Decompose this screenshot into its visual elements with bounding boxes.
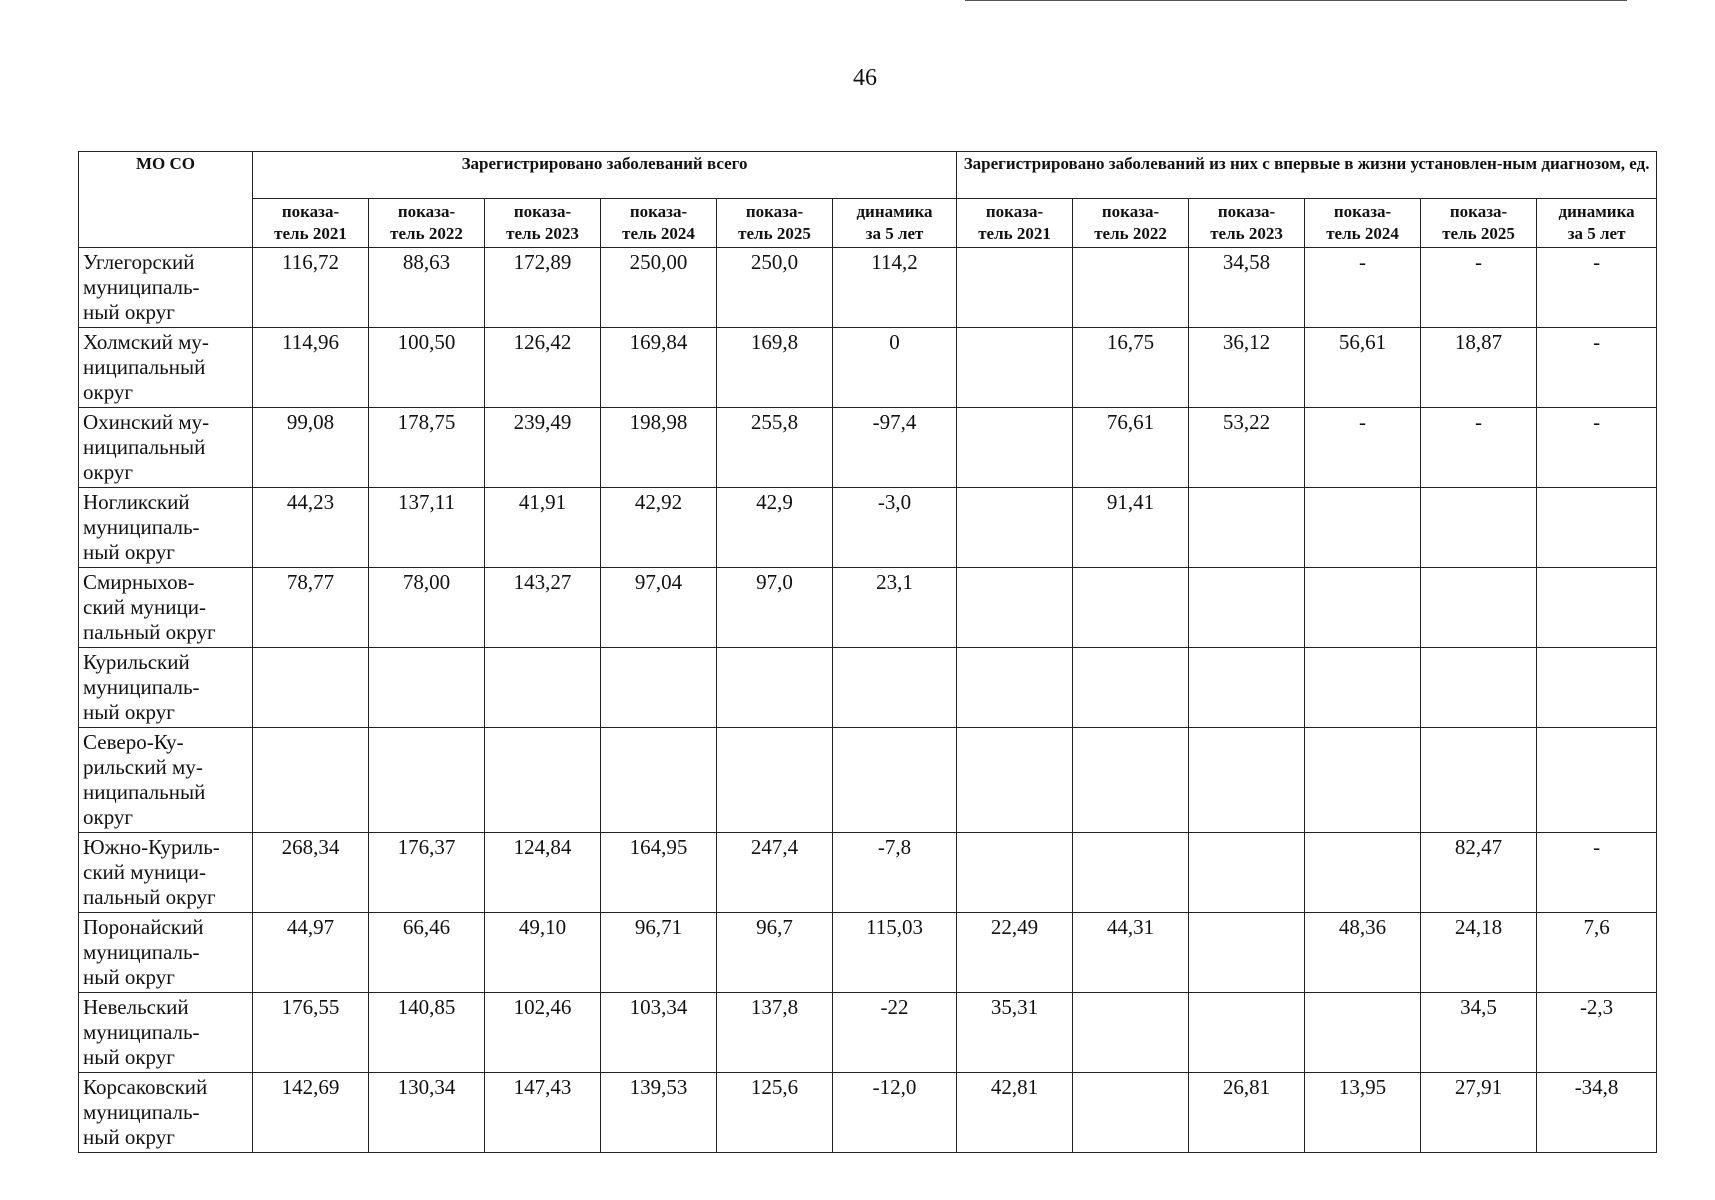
- municipality-name: [79, 568, 253, 648]
- table-cell: [957, 648, 1073, 728]
- municipality-name: [79, 408, 253, 488]
- table-cell: -: [1421, 248, 1537, 328]
- table-cell: [1537, 648, 1657, 728]
- table-cell: [1305, 728, 1421, 833]
- municipality-name: [79, 993, 253, 1073]
- table-cell: [1189, 913, 1305, 993]
- table-cell: [1189, 993, 1305, 1073]
- table-cell: [253, 728, 369, 833]
- table-cell: 126,42: [485, 328, 601, 408]
- column-header: [1537, 199, 1657, 248]
- table-cell: [485, 648, 601, 728]
- table-cell: [833, 648, 957, 728]
- table-cell: [1073, 648, 1189, 728]
- municipality-name-line: ниципальный: [83, 355, 206, 379]
- column-header-line: тель 2023: [506, 224, 579, 243]
- table-cell: 176,55: [253, 993, 369, 1073]
- table-cell: 24,18: [1421, 913, 1537, 993]
- municipality-name-line: ский муници-: [83, 860, 206, 884]
- column-header-line: показа-: [629, 202, 688, 221]
- municipality-name-line: Курильский: [83, 650, 190, 674]
- table-cell: -12,0: [833, 1073, 957, 1153]
- column-header: [369, 199, 485, 248]
- table-cell: [1537, 568, 1657, 648]
- table-cell: 164,95: [601, 833, 717, 913]
- table-cell: 114,96: [253, 328, 369, 408]
- table-cell: -34,8: [1537, 1073, 1657, 1153]
- table-cell: [369, 728, 485, 833]
- table-cell: [1537, 488, 1657, 568]
- table-cell: [1305, 488, 1421, 568]
- table-cell: [957, 488, 1073, 568]
- table-cell: [1189, 488, 1305, 568]
- table-cell: [1305, 648, 1421, 728]
- table-cell: [1421, 568, 1537, 648]
- table-cell: [957, 833, 1073, 913]
- table-cell: 178,75: [369, 408, 485, 488]
- table-cell: [1421, 728, 1537, 833]
- table-cell: 176,37: [369, 833, 485, 913]
- table-header: [79, 152, 1657, 248]
- table-cell: [957, 328, 1073, 408]
- table-cell: 268,34: [253, 833, 369, 913]
- table-cell: 82,47: [1421, 833, 1537, 913]
- column-header-line: тель 2021: [978, 224, 1051, 243]
- table-cell: 44,23: [253, 488, 369, 568]
- table-cell: [1073, 568, 1189, 648]
- table-cell: 169,84: [601, 328, 717, 408]
- table-row: [79, 648, 1657, 728]
- table-cell: 198,98: [601, 408, 717, 488]
- table-cell: [1073, 833, 1189, 913]
- table-cell: 137,8: [717, 993, 833, 1073]
- column-header-line: показа-: [281, 202, 340, 221]
- corner-header: МО СО: [79, 152, 253, 248]
- table-cell: [601, 728, 717, 833]
- municipality-name-line: округ: [83, 380, 134, 404]
- table-cell: -7,8: [833, 833, 957, 913]
- table-cell: [957, 248, 1073, 328]
- municipality-name-line: пальный округ: [83, 885, 216, 909]
- municipality-name-line: Ногликский: [83, 490, 190, 514]
- municipality-name-line: ный округ: [83, 1045, 175, 1069]
- table-cell: 169,8: [717, 328, 833, 408]
- table-cell: [253, 648, 369, 728]
- column-header-line: тель 2022: [390, 224, 463, 243]
- column-header-line: за 5 лет: [865, 224, 924, 243]
- column-header: [1189, 199, 1305, 248]
- table-cell: 96,71: [601, 913, 717, 993]
- column-header: [957, 199, 1073, 248]
- table-cell: [833, 728, 957, 833]
- table-cell: 139,53: [601, 1073, 717, 1153]
- table-cell: -: [1537, 408, 1657, 488]
- municipality-name-line: ный округ: [83, 540, 175, 564]
- table-body: [79, 248, 1657, 1153]
- table-cell: 49,10: [485, 913, 601, 993]
- table-cell: 13,95: [1305, 1073, 1421, 1153]
- table-row: [79, 833, 1657, 913]
- table-cell: 97,04: [601, 568, 717, 648]
- municipality-name-line: Смирныхов-: [83, 570, 195, 594]
- column-header: [1073, 199, 1189, 248]
- table-cell: 125,6: [717, 1073, 833, 1153]
- table-cell: 103,34: [601, 993, 717, 1073]
- table-cell: 250,0: [717, 248, 833, 328]
- table-cell: 36,12: [1189, 328, 1305, 408]
- table-cell: -2,3: [1537, 993, 1657, 1073]
- table-cell: 42,81: [957, 1073, 1073, 1153]
- column-header: [717, 199, 833, 248]
- table-cell: 53,22: [1189, 408, 1305, 488]
- table-cell: 48,36: [1305, 913, 1421, 993]
- municipality-name-line: ный округ: [83, 300, 175, 324]
- municipality-name-line: Углегорский: [83, 250, 195, 274]
- column-header: [1305, 199, 1421, 248]
- table-cell: [717, 728, 833, 833]
- table-cell: [485, 728, 601, 833]
- table-cell: [1537, 728, 1657, 833]
- table-cell: 172,89: [485, 248, 601, 328]
- table-cell: 97,0: [717, 568, 833, 648]
- municipality-name-line: ный округ: [83, 965, 175, 989]
- municipality-name-line: округ: [83, 460, 134, 484]
- table-cell: [957, 728, 1073, 833]
- municipality-name-line: ский муници-: [83, 595, 206, 619]
- table-cell: 142,69: [253, 1073, 369, 1153]
- table-cell: 35,31: [957, 993, 1073, 1073]
- column-header-line: показа-: [745, 202, 804, 221]
- page-number: 46: [853, 65, 877, 91]
- municipality-name: [79, 913, 253, 993]
- table-row: [79, 408, 1657, 488]
- column-header-line: показа-: [1333, 202, 1392, 221]
- table-cell: 0: [833, 328, 957, 408]
- municipality-name-line: ный округ: [83, 1125, 175, 1149]
- table-cell: [1073, 1073, 1189, 1153]
- municipality-name-line: Северо-Ку-: [83, 730, 184, 754]
- table-cell: 88,63: [369, 248, 485, 328]
- table-cell: [1073, 248, 1189, 328]
- table-cell: [717, 648, 833, 728]
- municipality-name-line: Южно-Куриль-: [83, 835, 220, 859]
- municipality-name: [79, 728, 253, 833]
- municipality-name-line: Холмский му-: [83, 330, 209, 354]
- column-header-line: показа-: [513, 202, 572, 221]
- table-cell: 42,92: [601, 488, 717, 568]
- table-cell: [1189, 833, 1305, 913]
- table-cell: 130,34: [369, 1073, 485, 1153]
- table-cell: 41,91: [485, 488, 601, 568]
- table-cell: 42,9: [717, 488, 833, 568]
- table-cell: 100,50: [369, 328, 485, 408]
- table-cell: 137,11: [369, 488, 485, 568]
- municipality-name-line: ниципальный: [83, 435, 206, 459]
- column-header-line: показа-: [985, 202, 1044, 221]
- column-header: [485, 199, 601, 248]
- table-cell: 250,00: [601, 248, 717, 328]
- table-cell: -: [1537, 328, 1657, 408]
- column-header-line: тель 2024: [622, 224, 695, 243]
- subheader-row: [79, 199, 1657, 248]
- municipality-name: [79, 1073, 253, 1153]
- municipality-name-line: Корсаковский: [83, 1075, 208, 1099]
- table-cell: 116,72: [253, 248, 369, 328]
- table-cell: 34,5: [1421, 993, 1537, 1073]
- column-header-line: динамика: [1558, 202, 1635, 221]
- table-cell: [1421, 648, 1537, 728]
- municipality-name-line: рильский му-: [83, 755, 203, 779]
- table-cell: 255,8: [717, 408, 833, 488]
- table-cell: [369, 648, 485, 728]
- column-header-line: показа-: [397, 202, 456, 221]
- column-header-line: тель 2021: [274, 224, 347, 243]
- table-cell: [957, 568, 1073, 648]
- table-cell: 78,00: [369, 568, 485, 648]
- municipality-name-line: ниципальный: [83, 780, 206, 804]
- table-cell: 44,97: [253, 913, 369, 993]
- municipality-name: [79, 488, 253, 568]
- municipality-name-line: Невельский: [83, 995, 189, 1019]
- table-cell: 27,91: [1421, 1073, 1537, 1153]
- column-header-line: показа-: [1449, 202, 1508, 221]
- municipality-name-line: муниципаль-: [83, 275, 200, 299]
- table-row: [79, 913, 1657, 993]
- municipality-name-line: Охинский му-: [83, 410, 210, 434]
- table-cell: 102,46: [485, 993, 601, 1073]
- table-cell: -: [1537, 833, 1657, 913]
- table-cell: [1305, 833, 1421, 913]
- column-header-line: динамика: [856, 202, 933, 221]
- column-header: [1421, 199, 1537, 248]
- municipality-name-line: округ: [83, 805, 134, 829]
- table-cell: 114,2: [833, 248, 957, 328]
- table-row: [79, 488, 1657, 568]
- column-header: [253, 199, 369, 248]
- table-row: [79, 1073, 1657, 1153]
- table-cell: [1189, 728, 1305, 833]
- column-header-line: тель 2022: [1094, 224, 1167, 243]
- column-header-line: показа-: [1101, 202, 1160, 221]
- table-cell: -: [1305, 408, 1421, 488]
- group-header-total: Зарегистрировано заболеваний всего: [253, 152, 957, 199]
- table-cell: [1073, 728, 1189, 833]
- table-row: [79, 728, 1657, 833]
- table-row: [79, 993, 1657, 1073]
- column-header-line: тель 2025: [1442, 224, 1515, 243]
- table-cell: 26,81: [1189, 1073, 1305, 1153]
- top-rule: [965, 0, 1627, 1]
- table-cell: 76,61: [1073, 408, 1189, 488]
- municipality-name: [79, 328, 253, 408]
- table-cell: 247,4: [717, 833, 833, 913]
- table-cell: 66,46: [369, 913, 485, 993]
- table-cell: -97,4: [833, 408, 957, 488]
- table-cell: [957, 408, 1073, 488]
- column-header-line: показа-: [1217, 202, 1276, 221]
- table-cell: -: [1421, 408, 1537, 488]
- column-header: [833, 199, 957, 248]
- column-header: [601, 199, 717, 248]
- table-cell: 44,31: [1073, 913, 1189, 993]
- table-cell: [1189, 648, 1305, 728]
- statistics-table: [78, 151, 1657, 1153]
- column-header-line: тель 2025: [738, 224, 811, 243]
- municipality-name-line: муниципаль-: [83, 515, 200, 539]
- municipality-name: [79, 648, 253, 728]
- table-cell: 23,1: [833, 568, 957, 648]
- municipality-name: [79, 248, 253, 328]
- table-cell: 239,49: [485, 408, 601, 488]
- table-row: [79, 328, 1657, 408]
- table-cell: 147,43: [485, 1073, 601, 1153]
- group-header-new-diagnosis: Зарегистрировано заболеваний из них с впервые в жизни установлен-ным диагнозом, ед.: [957, 152, 1657, 199]
- column-header-line: тель 2024: [1326, 224, 1399, 243]
- municipality-name-line: Поронайский: [83, 915, 204, 939]
- table-cell: 115,03: [833, 913, 957, 993]
- table-cell: 140,85: [369, 993, 485, 1073]
- table-cell: [1073, 993, 1189, 1073]
- table-row: [79, 248, 1657, 328]
- table-cell: 56,61: [1305, 328, 1421, 408]
- municipality-name-line: муниципаль-: [83, 1020, 200, 1044]
- column-header-line: тель 2023: [1210, 224, 1283, 243]
- table-cell: 78,77: [253, 568, 369, 648]
- table-cell: [601, 648, 717, 728]
- municipality-name-line: муниципаль-: [83, 940, 200, 964]
- table-cell: 7,6: [1537, 913, 1657, 993]
- table-cell: [1305, 568, 1421, 648]
- table-cell: 96,7: [717, 913, 833, 993]
- municipality-name-line: муниципаль-: [83, 1100, 200, 1124]
- table-cell: [1305, 993, 1421, 1073]
- municipality-name-line: муниципаль-: [83, 675, 200, 699]
- table-cell: [1421, 488, 1537, 568]
- table-cell: 16,75: [1073, 328, 1189, 408]
- column-header-line: за 5 лет: [1567, 224, 1626, 243]
- table-cell: 34,58: [1189, 248, 1305, 328]
- table-cell: -3,0: [833, 488, 957, 568]
- table-cell: 91,41: [1073, 488, 1189, 568]
- table-cell: 99,08: [253, 408, 369, 488]
- table-row: [79, 568, 1657, 648]
- table-cell: [1189, 568, 1305, 648]
- table-cell: -: [1305, 248, 1421, 328]
- table-cell: -22: [833, 993, 957, 1073]
- table-cell: 124,84: [485, 833, 601, 913]
- table-cell: 22,49: [957, 913, 1073, 993]
- table-cell: 143,27: [485, 568, 601, 648]
- table-cell: 18,87: [1421, 328, 1537, 408]
- table-cell: -: [1537, 248, 1657, 328]
- municipality-name: [79, 833, 253, 913]
- municipality-name-line: ный округ: [83, 700, 175, 724]
- municipality-name-line: пальный округ: [83, 620, 216, 644]
